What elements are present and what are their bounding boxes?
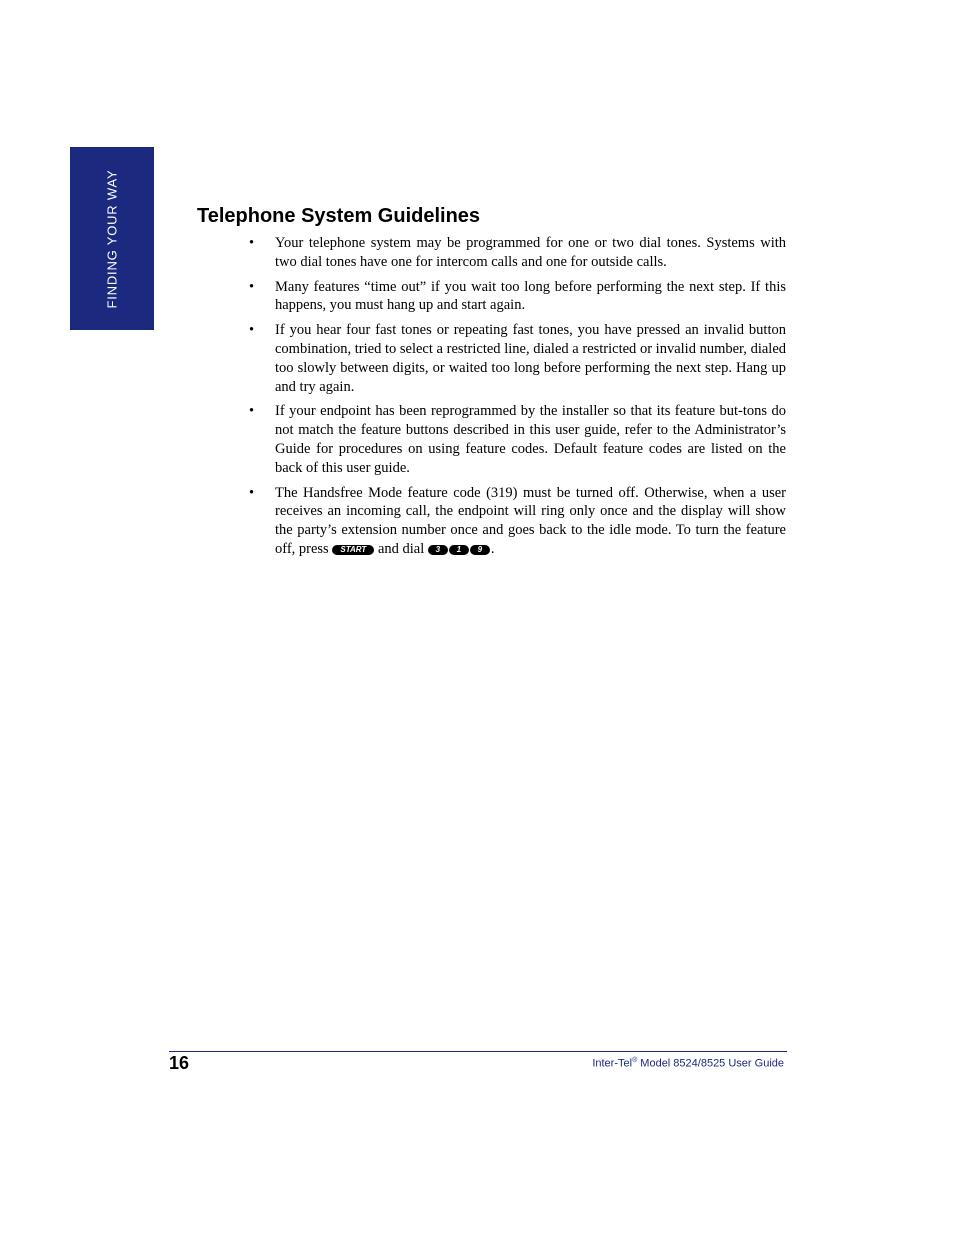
- footer-divider: [169, 1051, 787, 1052]
- footer-guide-name: Model 8524/8525 User Guide: [637, 1057, 784, 1070]
- side-tab-label: FINDING YOUR WAY: [104, 169, 120, 308]
- list-item: • Your telephone system may be programmed for one or two dial tones. Systems with two dial tones have one for intercom calls and one for outside calls.: [249, 234, 786, 272]
- section-title: Telephone System Guidelines: [197, 205, 481, 227]
- handsfree-text: The Handsfree Mode feature code (319) must be turned off. Otherwise, when a user receives an incoming call, the endpoint will ring only once and the display will show the party’s extension number once and goes back to the idle mode. To turn the feature off, press: [275, 484, 786, 557]
- registered-mark: ®: [632, 1057, 638, 1064]
- list-item: • If you hear four fast tones or repeating fast tones, you have pressed an invalid button combination, tried to select a restricted line, dialed a restricted or invalid number, dialed too slowly between digits, or waited too long before performing the next step. Hang up and try again.: [249, 321, 786, 396]
- guidelines-list: [249, 234, 786, 565]
- digit-key-3-icon: 3: [428, 545, 448, 555]
- side-tab: [70, 147, 154, 330]
- digit-key-9-icon: 9: [470, 545, 490, 555]
- list-item: • Many features “time out” if you wait too long before performing the next step. If this happens, you must hang up and start again.: [249, 278, 786, 316]
- dial-text: and dial: [374, 540, 428, 557]
- footer-title: [592, 1054, 784, 1071]
- digit-key-1-icon: 1: [449, 545, 469, 555]
- start-key-icon: START: [332, 545, 374, 555]
- list-item: • If your endpoint has been reprogrammed by the installer so that its feature but-tons do not match the feature buttons described in this user guide, refer to the Administrator’s Guide for procedures on using feature codes. Default feature codes are listed on the back of this user guide.: [249, 402, 786, 477]
- page-number: 16: [169, 1053, 190, 1073]
- list-item: [249, 484, 786, 559]
- end-punctuation: .: [490, 540, 495, 557]
- footer-brand: Inter-Tel: [592, 1057, 633, 1070]
